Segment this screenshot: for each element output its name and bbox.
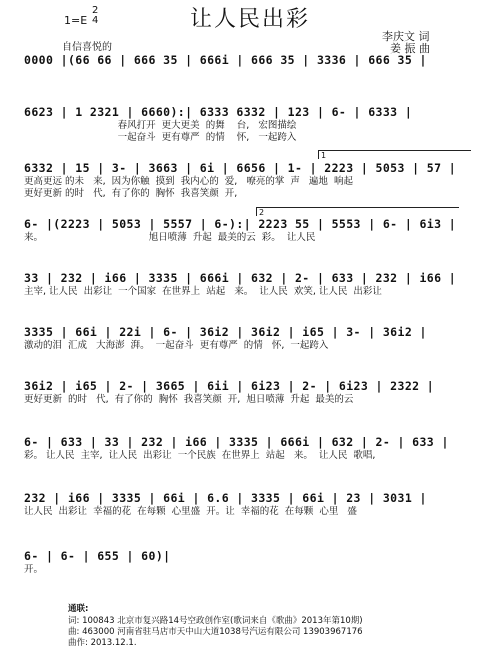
lyric-verse-1: 春风打开 更大更美 的舞 台, 宏图描绘 [24,120,297,131]
contact-composer: 曲: 463000 河南省驻马店市天中山大道1038号汽运有限公司 13903967176 [68,627,363,637]
time-signature-top: 2 [92,5,99,16]
staff-2 [24,104,492,144]
volta-ending-2: 2 [256,207,459,216]
notation-line: 36i2 | i65 | 2- | 3665 | 6ii | 6i23 | 2- | 6i23 | 2322 | [24,379,435,393]
staff-10 [24,548,492,576]
time-signature-bottom: 4 [92,15,99,26]
staff-8 [24,434,492,462]
notation-line: 232 | i66 | 3335 | 66i | 6.6 | 3335 | 66i | 23 | 3031 | [24,491,427,505]
notation-line: 0000 |(66 66 | 666 35 | 666i | 666 35 | 3336 | 666 35 | [24,53,427,67]
lyric-verse-1: 更高更远 的未 来, 因为你触 摸到 我内心的 爱, 嘹亮的掌 声 遍地 响起 [24,176,353,187]
staff-5 [24,270,492,298]
song-title: 让人民出彩 [189,7,310,32]
staff-1 [24,52,492,68]
tempo-mood: 自信喜悦的 [62,42,112,53]
lyric-verse-1: 更好更新 的时 代, 有了你的 胸怀 我喜笑颜 开, 旭日喷薄 升起 最美的云 [24,394,354,405]
notation-line: 6- | 633 | 33 | 232 | i66 | 3335 | 666i | 632 | 2- | 633 | [24,435,449,449]
contact-title: 通联: [68,604,89,614]
staff-9 [24,490,492,518]
lyric-verse-1: 开。 [24,564,44,575]
volta-ending-1: 1 [318,150,471,159]
lyric-verse-1: 彩。 让人民 主宰, 让人民 出彩让 一个民族 在世界上 站起 来。 让人民 歌唱, [24,450,376,461]
lyric-verse-2: 更好更新 的时 代, 有了你的 胸怀 我喜笑颜 开, [24,188,238,199]
composer-credit: 姜 振 曲 [390,42,430,55]
lyric-verse-1: 让人民 出彩让 幸福的花 在每颗 心里盛 开。让 幸福的花 在每颗 心里 盛 [24,506,357,517]
notation-line: 6332 | 15 | 3- | 3663 | 6i | 6656 | 1- | 2223 | 5053 | 57 | [24,161,457,175]
notation-line: 6- |(2223 | 5053 | 5557 | 6-):| 2223 55 | 5553 | 6- | 6i3 | [24,217,457,231]
lyric-verse-1: 来。 旭日喷薄 升起 最美的云 彩。 让人民 [24,232,316,243]
staff-7 [24,378,492,406]
notation-line: 6623 | 1 2321 | 6660):| 6333 6332 | 123 | 6- | 6333 | [24,105,413,119]
key-signature: 1=E [64,14,88,27]
lyric-verse-1: 主宰, 让人民 出彩让 一个国家 在世界上 站起 来。 让人民 欢笑, 让人民 出彩让 [24,286,382,297]
composition-date: 曲作: 2013.12.1. [68,638,137,648]
staff-4 [24,216,492,244]
notation-line: 33 | 232 | i66 | 3335 | 666i | 632 | 2- | 633 | 232 | i66 | [24,271,457,285]
notation-line: 6- | 6- | 655 | 60)| [24,549,171,563]
lyricist-credit: 李庆文 词 [382,30,430,43]
lyric-verse-1: 激动的泪 汇成 大海澎 湃。 一起奋斗 更有尊严 的情 怀, 一起跨入 [24,340,329,351]
time-signature [92,6,98,26]
lyric-verse-2: 一起奋斗 更有尊严 的情 怀, 一起跨入 [24,132,297,143]
staff-6 [24,324,492,352]
notation-line: 3335 | 66i | 22i | 6- | 36i2 | 36i2 | i65 | 3- | 36i2 | [24,325,427,339]
contact-lyricist: 词: 100843 北京市复兴路14号空政创作室(歌词来自《歌曲》2013年第10期) [68,616,363,626]
staff-3 [24,160,492,200]
